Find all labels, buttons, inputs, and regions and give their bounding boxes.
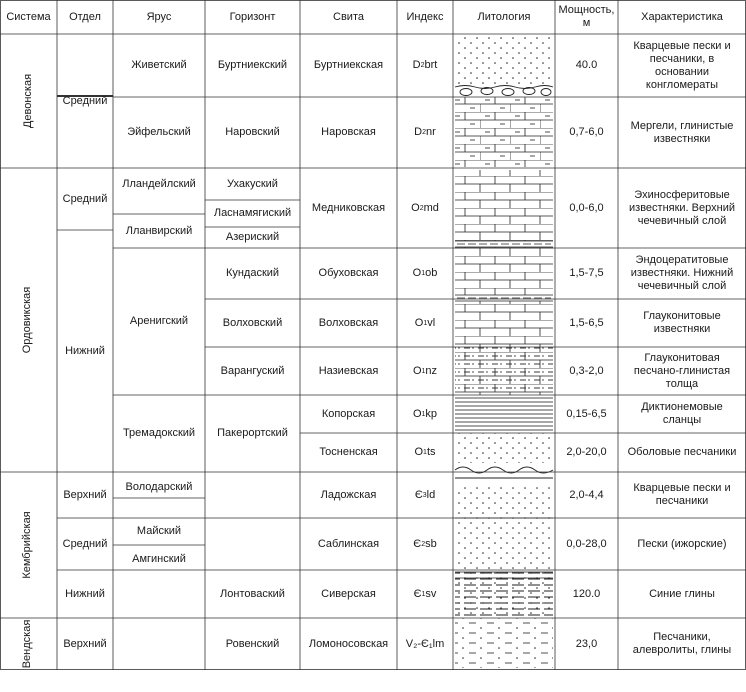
thickness-value: 2,0-20,0 (566, 446, 607, 458)
formation-name: Тосненская (319, 446, 378, 458)
header-horizon: Горизонт (229, 10, 276, 23)
thickness-value: 0,0-28,0 (566, 537, 607, 550)
formation-name: Назиевская (318, 364, 379, 377)
lith-lens-layer-upper (455, 241, 553, 247)
horizon-narva: Наровский (225, 126, 280, 138)
stage-givetian: Живетский (131, 59, 187, 71)
header-department: Отдел (69, 10, 101, 23)
stage-maisky: Майский (136, 525, 182, 537)
formation-index: O 1 nz (412, 364, 438, 377)
formation-description: Синие глины (649, 587, 715, 600)
formation-name: Сиверская (321, 587, 376, 600)
formation-name: Саблинская (317, 537, 380, 550)
formation-name: Волховская (318, 316, 379, 329)
formation-description: Кварцевые пески и песчаники (633, 482, 731, 507)
system-devonian: Девонская (22, 73, 34, 129)
thickness-value: 23,0 (575, 637, 598, 650)
thickness-value: 0,7-6,0 (569, 126, 604, 138)
formation-name: Медниковская (311, 201, 386, 214)
formation-description: Оболовые песчаники (627, 446, 737, 458)
horizon-pakerort: Пакерортский (217, 427, 288, 439)
formation-index: D 2 brt (412, 59, 438, 71)
thickness-value: 120.0 (572, 587, 601, 600)
stage-aminsky: Амгинский (132, 552, 186, 565)
lith-lens-layer-lower (455, 295, 553, 301)
dept-ordovician-lower: Нижний (65, 344, 105, 357)
formation-name: Обуховская (318, 267, 379, 279)
formation-index: O 1 ts (414, 446, 436, 458)
formation-description: Глауконитовая песчано-глинистая толща (633, 351, 731, 390)
header-index: Индекс (406, 10, 444, 23)
formation-index: V₂-Є₁lm (405, 637, 445, 650)
lith-silt-lomonosov (455, 618, 553, 668)
formation-description: Кварцевые пески и песчаники, в основании конгломераты (633, 39, 731, 91)
stage-llandeilo: Лландейлский (122, 177, 196, 190)
formation-description: Песчаники, алевролиты, глины (632, 631, 732, 656)
stage-arenig: Аренигский (129, 315, 189, 327)
formation-index: Є 1 sv (413, 587, 437, 600)
formation-description: Эндоцератитовые известняки. Нижний чечевичный слой (630, 254, 734, 292)
stage-tremadoc: Тремадокский (122, 427, 196, 439)
formation-index: D 2 nr (414, 126, 436, 138)
lith-clay-siverskaya (455, 568, 553, 616)
dept-devonian-middle: Средний (62, 94, 108, 107)
horizon-lontova: Лонтоваский (220, 587, 285, 600)
lith-sandstone-burtnieki (455, 35, 553, 87)
header-description: Характеристика (641, 10, 723, 23)
thickness-value: 1,5-6,5 (569, 316, 604, 329)
horizon-uhaku: Ухакуский (227, 177, 278, 190)
thickness-value: 0,15-6,5 (566, 407, 607, 420)
formation-description: Диктионемовые сланцы (641, 401, 723, 426)
system-cambrian: Кембрийская (21, 511, 33, 579)
formation-name: Ломоносовская (308, 637, 389, 650)
lith-erosion-surface (455, 463, 553, 484)
formation-name: Буртниекская (313, 59, 384, 71)
thickness-value: 0,0-6,0 (569, 201, 604, 214)
formation-name: Ладожская (320, 488, 377, 501)
formation-index: O 2 md (411, 201, 439, 214)
formation-name: Копорская (321, 407, 376, 420)
thickness-value: 0,3-2,0 (569, 364, 604, 377)
thickness-value: 40.0 (575, 59, 598, 71)
formation-description: Мергели, глинистые известняки (630, 119, 734, 145)
stage-volodarsky: Володарский (125, 480, 193, 493)
lith-glauconite-nazia (455, 347, 553, 395)
formation-index: O 1 ob (412, 267, 438, 279)
formation-description: Пески (ижорские) (637, 537, 727, 550)
stage-llanvirn: Лланвирский (125, 224, 193, 237)
horizon-kunda: Кундаский (225, 267, 280, 279)
formation-index: O 1 vl (414, 316, 436, 329)
formation-index: Є 3 ld (414, 488, 436, 501)
formation-description: Глауконитовые известняки (643, 310, 721, 335)
system-vendian: Вендская (21, 619, 33, 669)
header-lithology: Литология (477, 10, 531, 23)
thickness-value: 2,0-4,4 (569, 488, 604, 501)
horizon-volkhov: Волховский (222, 316, 283, 329)
stage-eifelian: Эйфельский (127, 126, 191, 138)
dept-vendian-upper: Верхний (63, 637, 107, 650)
header-system: Система (6, 10, 51, 23)
dept-ordovician-middle: Средний (62, 192, 108, 205)
lith-shale-koporye (455, 395, 553, 433)
horizon-varangu: Варангуский (220, 364, 285, 377)
lith-marl-narva (455, 97, 553, 167)
lith-conglomerate (455, 86, 553, 98)
thickness-value: 1,5-7,5 (569, 267, 604, 279)
system-ordovician: Ордовикская (21, 286, 33, 354)
dept-cambrian-lower: Нижний (65, 587, 105, 600)
dept-cambrian-middle: Средний (62, 537, 108, 550)
formation-index: O 1 kp (412, 407, 438, 420)
header-stage: Ярус (146, 10, 172, 23)
horizon-aseri: Азериский (225, 231, 280, 243)
formation-index: Є 2 sb (413, 537, 437, 550)
header-thickness: Мощность, м (558, 4, 615, 29)
dept-cambrian-upper: Верхний (63, 488, 107, 501)
formation-name: Наровская (321, 126, 376, 138)
formation-description: Эхиносферитовые известняки. Верхний чечевичный слой (629, 188, 735, 227)
header-formation: Свита (333, 10, 364, 23)
horizon-rovno: Ровенский (225, 637, 280, 650)
horizon-burtnieki: Буртниекский (217, 59, 288, 71)
horizon-lasnamagi: Ласнамягиский (213, 207, 292, 219)
